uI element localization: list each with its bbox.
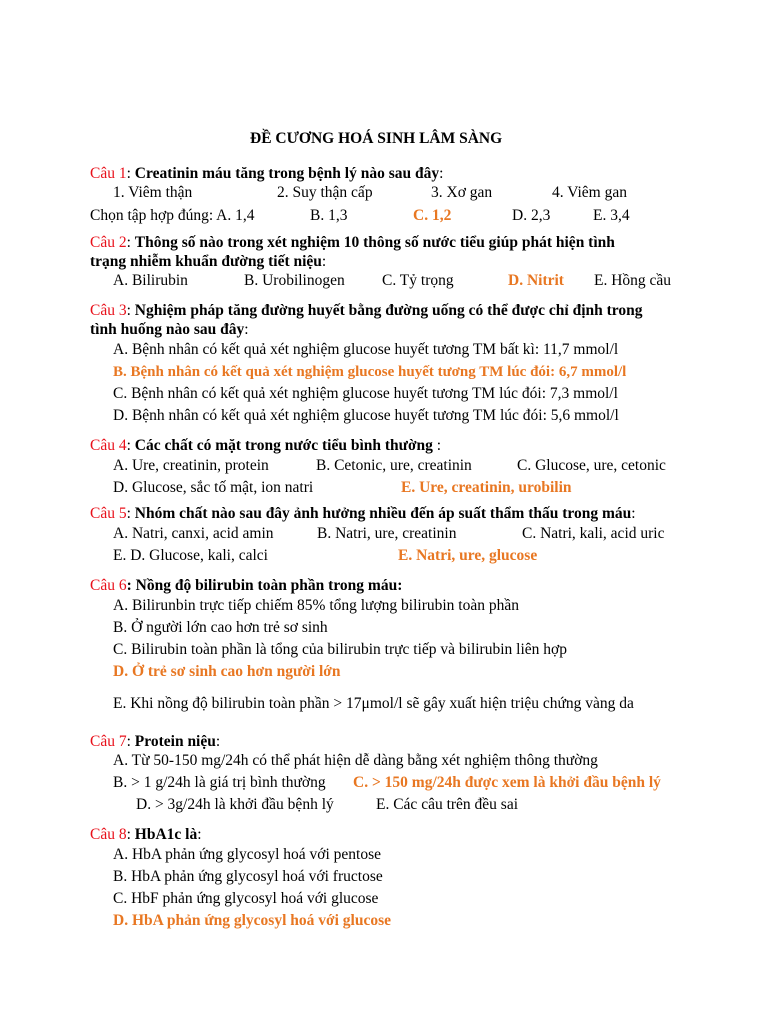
page-title: ĐỀ CƯƠNG HOÁ SINH LÂM SÀNG bbox=[250, 130, 503, 147]
q5-option-c: C. Natri, kali, acid uric bbox=[522, 525, 665, 542]
q3-option-d: D. Bệnh nhân có kết quả xét nghiệm glucose huyết tương TM lúc đói: 5,6 mmol/l bbox=[113, 407, 619, 424]
question-3-cont bbox=[90, 320, 249, 340]
question-label: Câu 5 bbox=[90, 505, 127, 522]
question-text: Creatinin máu tăng trong bệnh lý nào sau đây bbox=[134, 165, 440, 182]
q8-option-a: A. HbA phản ứng glycosyl hoá với pentose bbox=[113, 846, 382, 863]
q1-prompt: Chọn tập hợp đúng: A. 1,4 bbox=[90, 207, 255, 224]
q6-answer: D. Ở trẻ sơ sinh cao hơn người lớn bbox=[113, 663, 341, 680]
q2-answer: D. Nitrit bbox=[508, 272, 564, 289]
q2-option-e: E. Hồng cầu bbox=[594, 272, 672, 289]
question-label: Câu 8 bbox=[90, 826, 127, 843]
q8-option-c: C. HbF phản ứng glycosyl hoá với glucose bbox=[113, 890, 379, 907]
question-label: Câu 3 bbox=[90, 302, 127, 319]
q4-option-c: C. Glucose, ure, cetonic bbox=[517, 457, 666, 474]
q3-option-a: A. Bệnh nhân có kết quả xét nghiệm glucose huyết tương TM bất kì: 11,7 mmol/l bbox=[113, 341, 619, 358]
separator: : bbox=[126, 234, 135, 251]
question-4 bbox=[90, 436, 441, 456]
q6-option-e: E. Khi nồng độ bilirubin toàn phần > 17μmol/l sẽ gây xuất hiện triệu chứng vàng da bbox=[113, 695, 634, 712]
colon: : bbox=[631, 505, 636, 522]
colon: : bbox=[215, 733, 221, 750]
q2-option-c: C. Tỷ trọng bbox=[382, 272, 454, 289]
question-6 bbox=[90, 576, 402, 596]
q6-option-b: B. Ở người lớn cao hơn trẻ sơ sinh bbox=[113, 619, 328, 636]
q7-option-d: D. > 3g/24h là khởi đầu bệnh lý bbox=[136, 796, 334, 813]
q7-answer: C. > 150 mg/24h được xem là khởi đầu bệnh lý bbox=[353, 774, 661, 791]
q1-item-2: 2. Suy thận cấp bbox=[277, 184, 373, 201]
question-text: Thông số nào trong xét nghiệm 10 thông số nước tiểu giúp phát hiện tình bbox=[134, 234, 615, 251]
q7-option-a: A. Từ 50-150 mg/24h có thể phát hiện dễ dàng bằng xét nghiệm thông thường bbox=[113, 752, 598, 769]
q4-option-d: D. Glucose, sắc tố mật, ion natri bbox=[113, 479, 314, 496]
q7-option-b: B. > 1 g/24h là giá trị bình thường bbox=[113, 774, 326, 791]
question-label: Câu 1 bbox=[90, 165, 127, 182]
question-3 bbox=[90, 301, 643, 321]
separator: : bbox=[126, 733, 135, 750]
colon: : bbox=[321, 253, 327, 270]
question-text: Nghiệm pháp tăng đường huyết bằng đường uống có thể được chỉ định trong bbox=[134, 302, 643, 319]
question-8 bbox=[90, 825, 202, 845]
separator: : bbox=[126, 437, 135, 454]
question-7 bbox=[90, 732, 220, 752]
question-text: trạng nhiễm khuẩn đường tiết niệu bbox=[90, 253, 322, 270]
question-5 bbox=[90, 504, 636, 524]
q5-option-a: A. Natri, canxi, acid amin bbox=[113, 525, 274, 542]
colon: : bbox=[244, 321, 249, 338]
q7-option-e: E. Các câu trên đều sai bbox=[376, 796, 519, 813]
question-text: HbA1c là bbox=[134, 826, 198, 843]
q1-answer: C. 1,2 bbox=[413, 207, 452, 224]
question-2 bbox=[90, 233, 615, 253]
q5-answer: E. Natri, ure, glucose bbox=[398, 547, 538, 564]
q1-option-b: B. 1,3 bbox=[310, 207, 348, 224]
q1-item-1: 1. Viêm thận bbox=[113, 184, 193, 201]
question-text: tình huống nào sau đây bbox=[90, 321, 245, 338]
q5-option-b: B. Natri, ure, creatinin bbox=[317, 525, 457, 542]
q6-option-c: C. Bilirubin toàn phần là tổng của bilirubin trực tiếp và bilirubin liên hợp bbox=[113, 641, 567, 658]
q6-option-a: A. Bilirunbin trực tiếp chiếm 85% tổng lượng bilirubin toàn phần bbox=[113, 597, 519, 614]
q1-option-d: D. 2,3 bbox=[512, 207, 551, 224]
q3-answer: B. Bệnh nhân có kết quả xét nghiệm glucose huyết tương TM lúc đói: 6,7 mmol/l bbox=[113, 364, 627, 380]
question-text: Các chất có mặt trong nước tiểu bình thường bbox=[134, 437, 433, 454]
question-label: Câu 2 bbox=[90, 234, 127, 251]
separator: : bbox=[126, 165, 135, 182]
q2-option-a: A. Bilirubin bbox=[113, 272, 188, 289]
separator: : bbox=[126, 826, 135, 843]
q4-option-b: B. Cetonic, ure, creatinin bbox=[316, 457, 472, 474]
question-text: Protein niệu bbox=[134, 733, 216, 750]
q8-option-b: B. HbA phản ứng glycosyl hoá với fructose bbox=[113, 868, 383, 885]
question-label: Câu 6 bbox=[90, 577, 127, 594]
q5-option-d: E. D. Glucose, kali, calci bbox=[113, 547, 268, 564]
colon: : bbox=[439, 165, 444, 182]
q1-option-e: E. 3,4 bbox=[593, 207, 630, 224]
question-label: Câu 4 bbox=[90, 437, 127, 454]
q3-option-c: C. Bệnh nhân có kết quả xét nghiệm glucose huyết tương TM lúc đói: 7,3 mmol/l bbox=[113, 385, 618, 402]
question-text: : Nồng độ bilirubin toàn phần trong máu: bbox=[126, 577, 403, 594]
question-label: Câu 7 bbox=[90, 733, 127, 750]
q1-item-4: 4. Viêm gan bbox=[552, 184, 627, 201]
separator: : bbox=[126, 505, 135, 522]
question-1 bbox=[90, 164, 443, 184]
q2-option-b: B. Urobilinogen bbox=[244, 272, 345, 289]
q4-option-a: A. Ure, creatinin, protein bbox=[113, 457, 269, 474]
separator: : bbox=[126, 302, 135, 319]
question-text: Nhóm chất nào sau đây ảnh hưởng nhiều đến áp suất thẩm thấu trong máu bbox=[134, 505, 632, 522]
q4-answer: E. Ure, creatinin, urobilin bbox=[401, 479, 572, 496]
q8-answer: D. HbA phản ứng glycosyl hoá với glucose bbox=[113, 912, 391, 929]
colon: : bbox=[432, 437, 442, 454]
colon: : bbox=[197, 826, 202, 843]
q1-item-3: 3. Xơ gan bbox=[431, 184, 493, 201]
question-2-cont bbox=[90, 252, 326, 272]
